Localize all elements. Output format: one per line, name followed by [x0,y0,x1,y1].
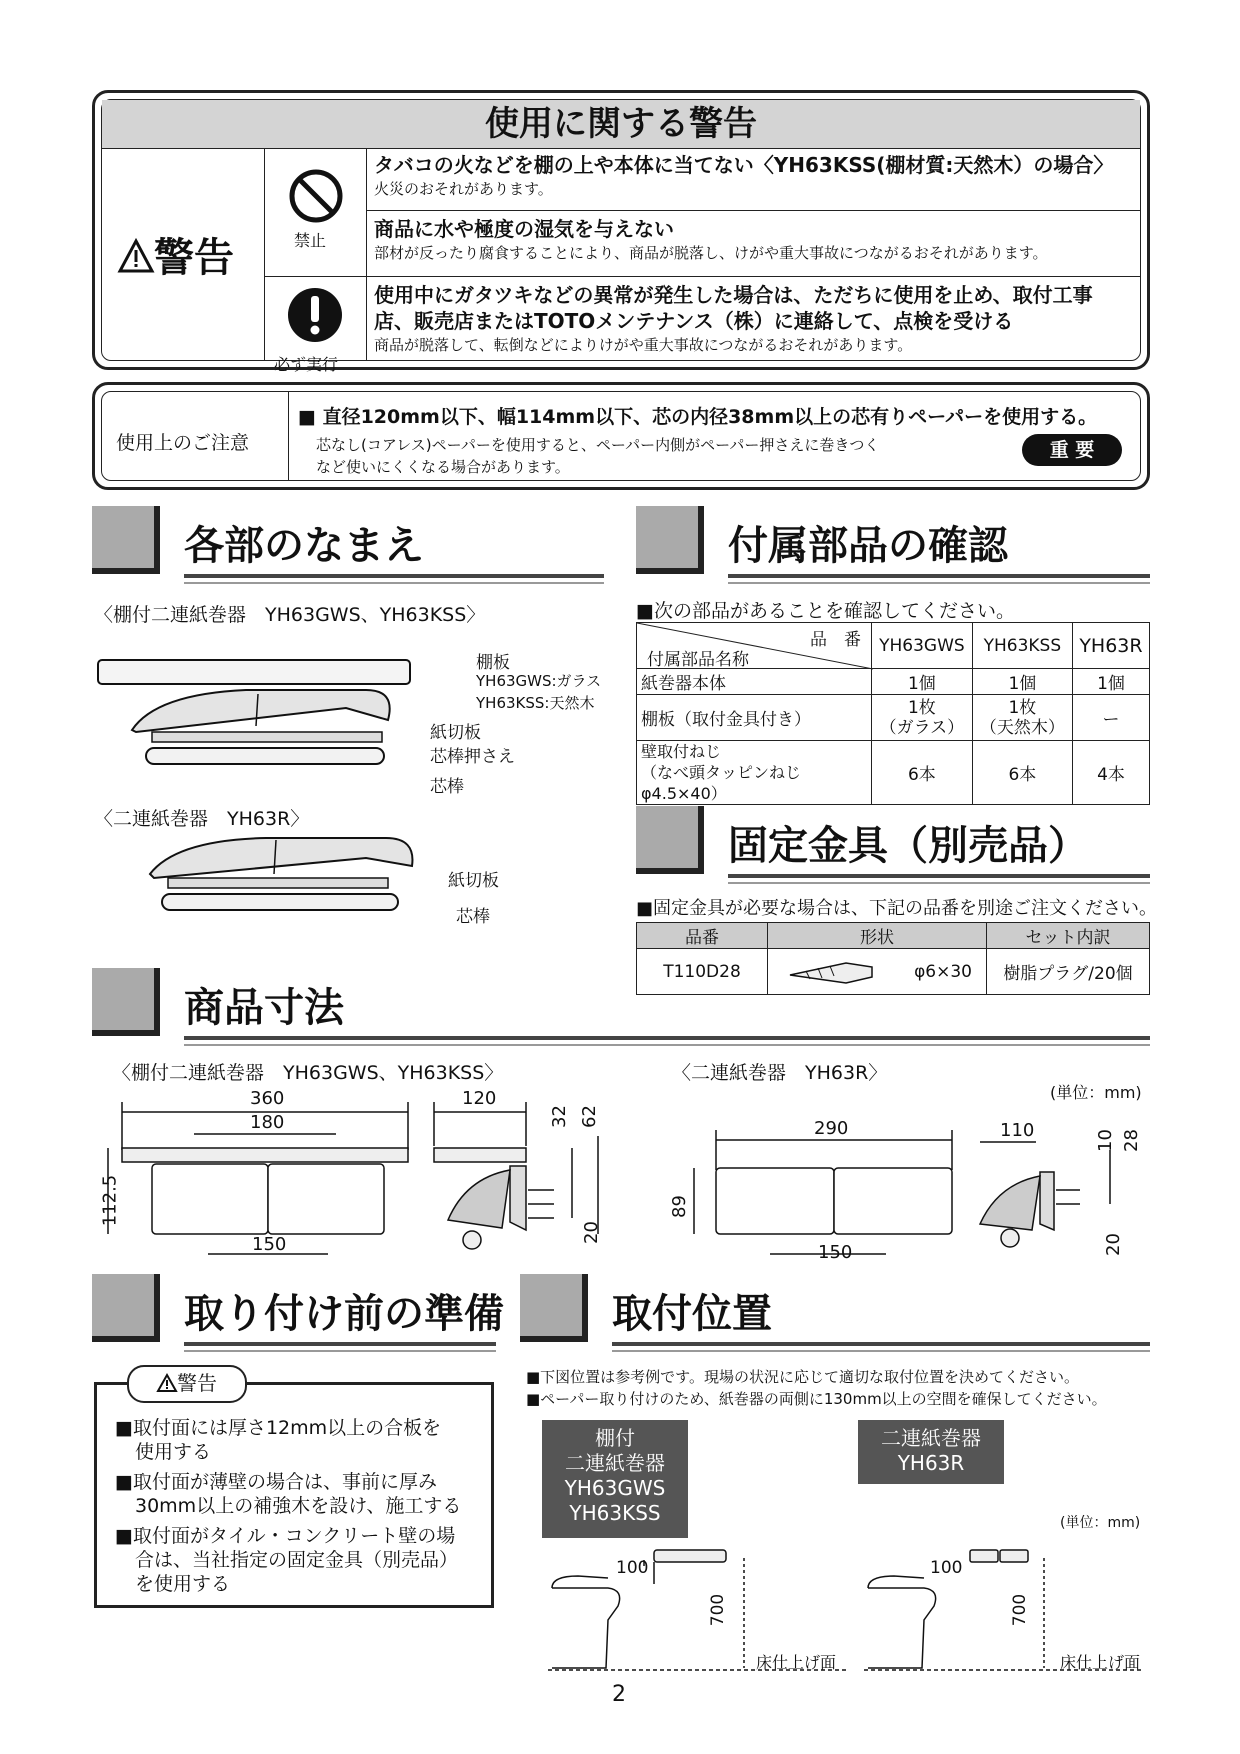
box-line: 棚付 [595,1426,635,1450]
dim-20: 20 [580,1221,602,1244]
position-unit: (単位：mm) [1060,1515,1141,1531]
prep-warning-label: 警告 [177,1371,217,1395]
accessories-header-code: 品 番 [810,630,861,650]
prep-item-3c: を使用する [135,1573,231,1595]
parts-title: 各部のなまえ [184,523,424,569]
col-yh63r: YH63R [1072,623,1149,669]
note-sub-2: など使いにくくなる場合があります。 [316,458,570,476]
label-shelf-wood: YH63KSS:天然木 [476,694,595,712]
dim-20-b: 20 [1102,1233,1124,1256]
prep-item-3b: 合は、当社指定の固定金具（別売品） [135,1549,459,1571]
row-body-name: 紙巻器本体 [637,669,872,695]
fixture-title: 固定金具（別売品） [728,823,1088,869]
dim-62: 62 [578,1105,600,1128]
label-shelf: 棚板 [476,653,510,673]
position-dim-100-a: 100 [616,1558,649,1578]
mandatory-label: 必ず実行 [274,355,339,374]
dim-180: 180 [250,1112,285,1133]
fixture-code: T110D28 [637,949,768,995]
mandatory-icon [286,286,344,344]
table-cell: 1個 [872,669,973,695]
label-cutter: 紙切板 [430,723,481,743]
dim-150-b: 150 [818,1242,853,1263]
usage-note-box [92,382,1150,490]
accessories-title: 付属部品の確認 [728,523,1008,569]
table-cell: 6本 [872,741,973,805]
warning-row-1: タバコの火などを棚の上や本体に当てない〈YH63KSS(棚材質:天然木）の場合〉 火災のおそれがあります。 [374,153,1114,198]
dim-360: 360 [250,1088,285,1109]
table-cell: 6本 [972,741,1072,805]
position-dim-100-b: 100 [930,1558,963,1578]
accessories-table [636,622,1150,805]
warning-rows [366,148,1140,360]
position-note-2: ■ペーパー取り付けのため、紙巻器の両側に130mm以上の空間を確保してください。 [526,1390,1107,1408]
accessories-section-header [636,506,1150,580]
prep-item-3: ■取付面がタイル・コンクリート壁の場 [115,1525,456,1547]
dimensions-model-2: 〈二連紙巻器 YH63R〉 [672,1062,888,1084]
table-cell: 1個 [1072,669,1149,695]
accessories-intro: ■次の部品があることを確認してください。 [636,600,1015,622]
col-yh63kss: YH63KSS [972,623,1072,669]
note-sub-1: 芯なし(コアレス)ペーパーを使用すると、ペーパー内側がペーパー押さえに巻きつく [316,436,880,454]
dimension-drawing-2 [680,1120,1150,1270]
position-box-1 [542,1420,688,1538]
double-holder-illustration [146,834,436,934]
accessories-header-name: 付属部品名称 [647,650,749,670]
prep-title: 取り付け前の準備 [184,1291,504,1337]
shelf-holder-illustration [96,650,446,800]
position-section-header [520,1274,1150,1348]
box-line: YH63R [897,1451,965,1475]
dimensions-title: 商品寸法 [184,985,344,1031]
note-main: ■ 直径120mm以下、幅114mm以下、芯の内径38mm以上の芯有りペーパーを使用する。 [298,406,1098,428]
parts-model-1: 〈棚付二連紙巻器 YH63GWS、YH63KSS〉 [94,604,486,626]
dim-89: 89 [668,1195,690,1218]
col-yh63gws: YH63GWS [872,623,973,669]
warning-icon-column [264,148,367,374]
table-header: 形状 [768,923,987,949]
position-dim-700-b: 700 [1010,1593,1031,1627]
row-shelf-name: 棚板（取付金具付き） [637,695,872,741]
row-screw-name: 壁取付ねじ （なべ頭タッピンねじφ4.5×40） [637,741,872,805]
table-header: セット内訳 [987,923,1150,949]
fixture-set: 樹脂プラグ/20個 [987,949,1150,995]
warning-triangle-icon [118,239,154,273]
dim-150: 150 [252,1234,287,1255]
table-cell: 1枚 （天然木） [972,695,1072,741]
box-line: 二連紙巻器 [881,1426,981,1450]
page-number: 2 [612,1682,626,1707]
note-label: 使用上のご注意 [116,432,250,454]
label-shelf-glass: YH63GWS:ガラス [476,672,602,690]
dim-10: 10 [1094,1129,1116,1152]
fixture-section-header [636,806,1150,880]
prep-item-1b: 使用する [135,1441,212,1463]
dimensions-section-header [92,968,1150,1042]
position-title: 取付位置 [612,1291,772,1337]
position-note-1: ■下図位置は参考例です。現場の状況に応じて適切な取付位置を決めてください。 [526,1368,1079,1386]
table-cell: 4本 [1072,741,1149,805]
table-cell: ー [1072,695,1149,741]
dim-290: 290 [814,1118,849,1139]
dimensions-model-1: 〈棚付二連紙巻器 YH63GWS、YH63KSS〉 [112,1062,504,1084]
warning-label-cell [102,148,265,360]
prep-item-1: ■取付面には厚さ12mm以上の合板を [115,1417,442,1439]
warning-title: 使用に関する警告 [102,100,1140,149]
label-spindle-2: 芯棒 [456,907,490,927]
table-cell: 1個 [972,669,1072,695]
position-box-2 [858,1420,1004,1484]
label-cutter-2: 紙切板 [448,871,499,891]
fixture-intro: ■固定金具が必要な場合は、下記の品番を別途ご注文ください。 [636,898,1158,919]
position-floor-b: 床仕上げ面 [1060,1653,1141,1672]
usage-warning-box [92,90,1150,374]
warning-triangle-icon [157,1374,177,1392]
table-header: 品番 [637,923,768,949]
position-dim-700-a: 700 [708,1593,729,1627]
position-floor-a: 床仕上げ面 [756,1653,837,1672]
warning-label: 警告 [154,235,234,281]
prep-item-2: ■取付面が薄壁の場合は、事前に厚み [115,1471,437,1493]
label-spindle-holder: 芯棒押さえ [430,747,515,767]
prohibited-label: 禁止 [294,231,327,250]
table-cell: 1枚 （ガラス） [872,695,973,741]
box-line: YH63GWS [564,1476,666,1500]
warning-row-3: 使用中にガタツキなどの異常が発生した場合は、ただちに使用を止め、取付工事 店、販売店またはTOTOメンテナンス（株）に連絡して、点検を受ける 商品が脱落して、転倒などによりけがや重大事故につながるおそれがあります。 [374,283,1093,354]
dim-110: 110 [1000,1120,1035,1141]
dim-112-5: 112.5 [99,1174,121,1227]
prep-section-header [92,1274,504,1348]
warning-row-2: 商品に水や極度の湿気を与えない 部材が反ったり腐食することにより、商品が脱落し、けがや重大事故につながるおそれがあります。 [374,217,1048,262]
parts-model-2: 〈二連紙巻器 YH63R〉 [94,808,310,830]
parts-section-header [92,506,604,580]
dim-120: 120 [462,1088,497,1109]
prep-warning-box [94,1371,494,1608]
dimension-drawing-1 [96,1090,656,1270]
label-spindle: 芯棒 [430,777,464,797]
dim-28: 28 [1120,1129,1142,1152]
prep-item-2b: 30mm以上の補強木を設け、施工する [135,1495,462,1517]
dim-32: 32 [548,1105,570,1128]
prohibited-icon [288,168,344,224]
box-line: 二連紙巻器 [565,1451,665,1475]
box-line: YH63KSS [569,1501,661,1525]
dimensions-unit: (単位：mm) [1050,1083,1142,1102]
fixture-shape: φ6×30 [914,961,972,982]
important-badge: 重 要 [1022,434,1122,466]
